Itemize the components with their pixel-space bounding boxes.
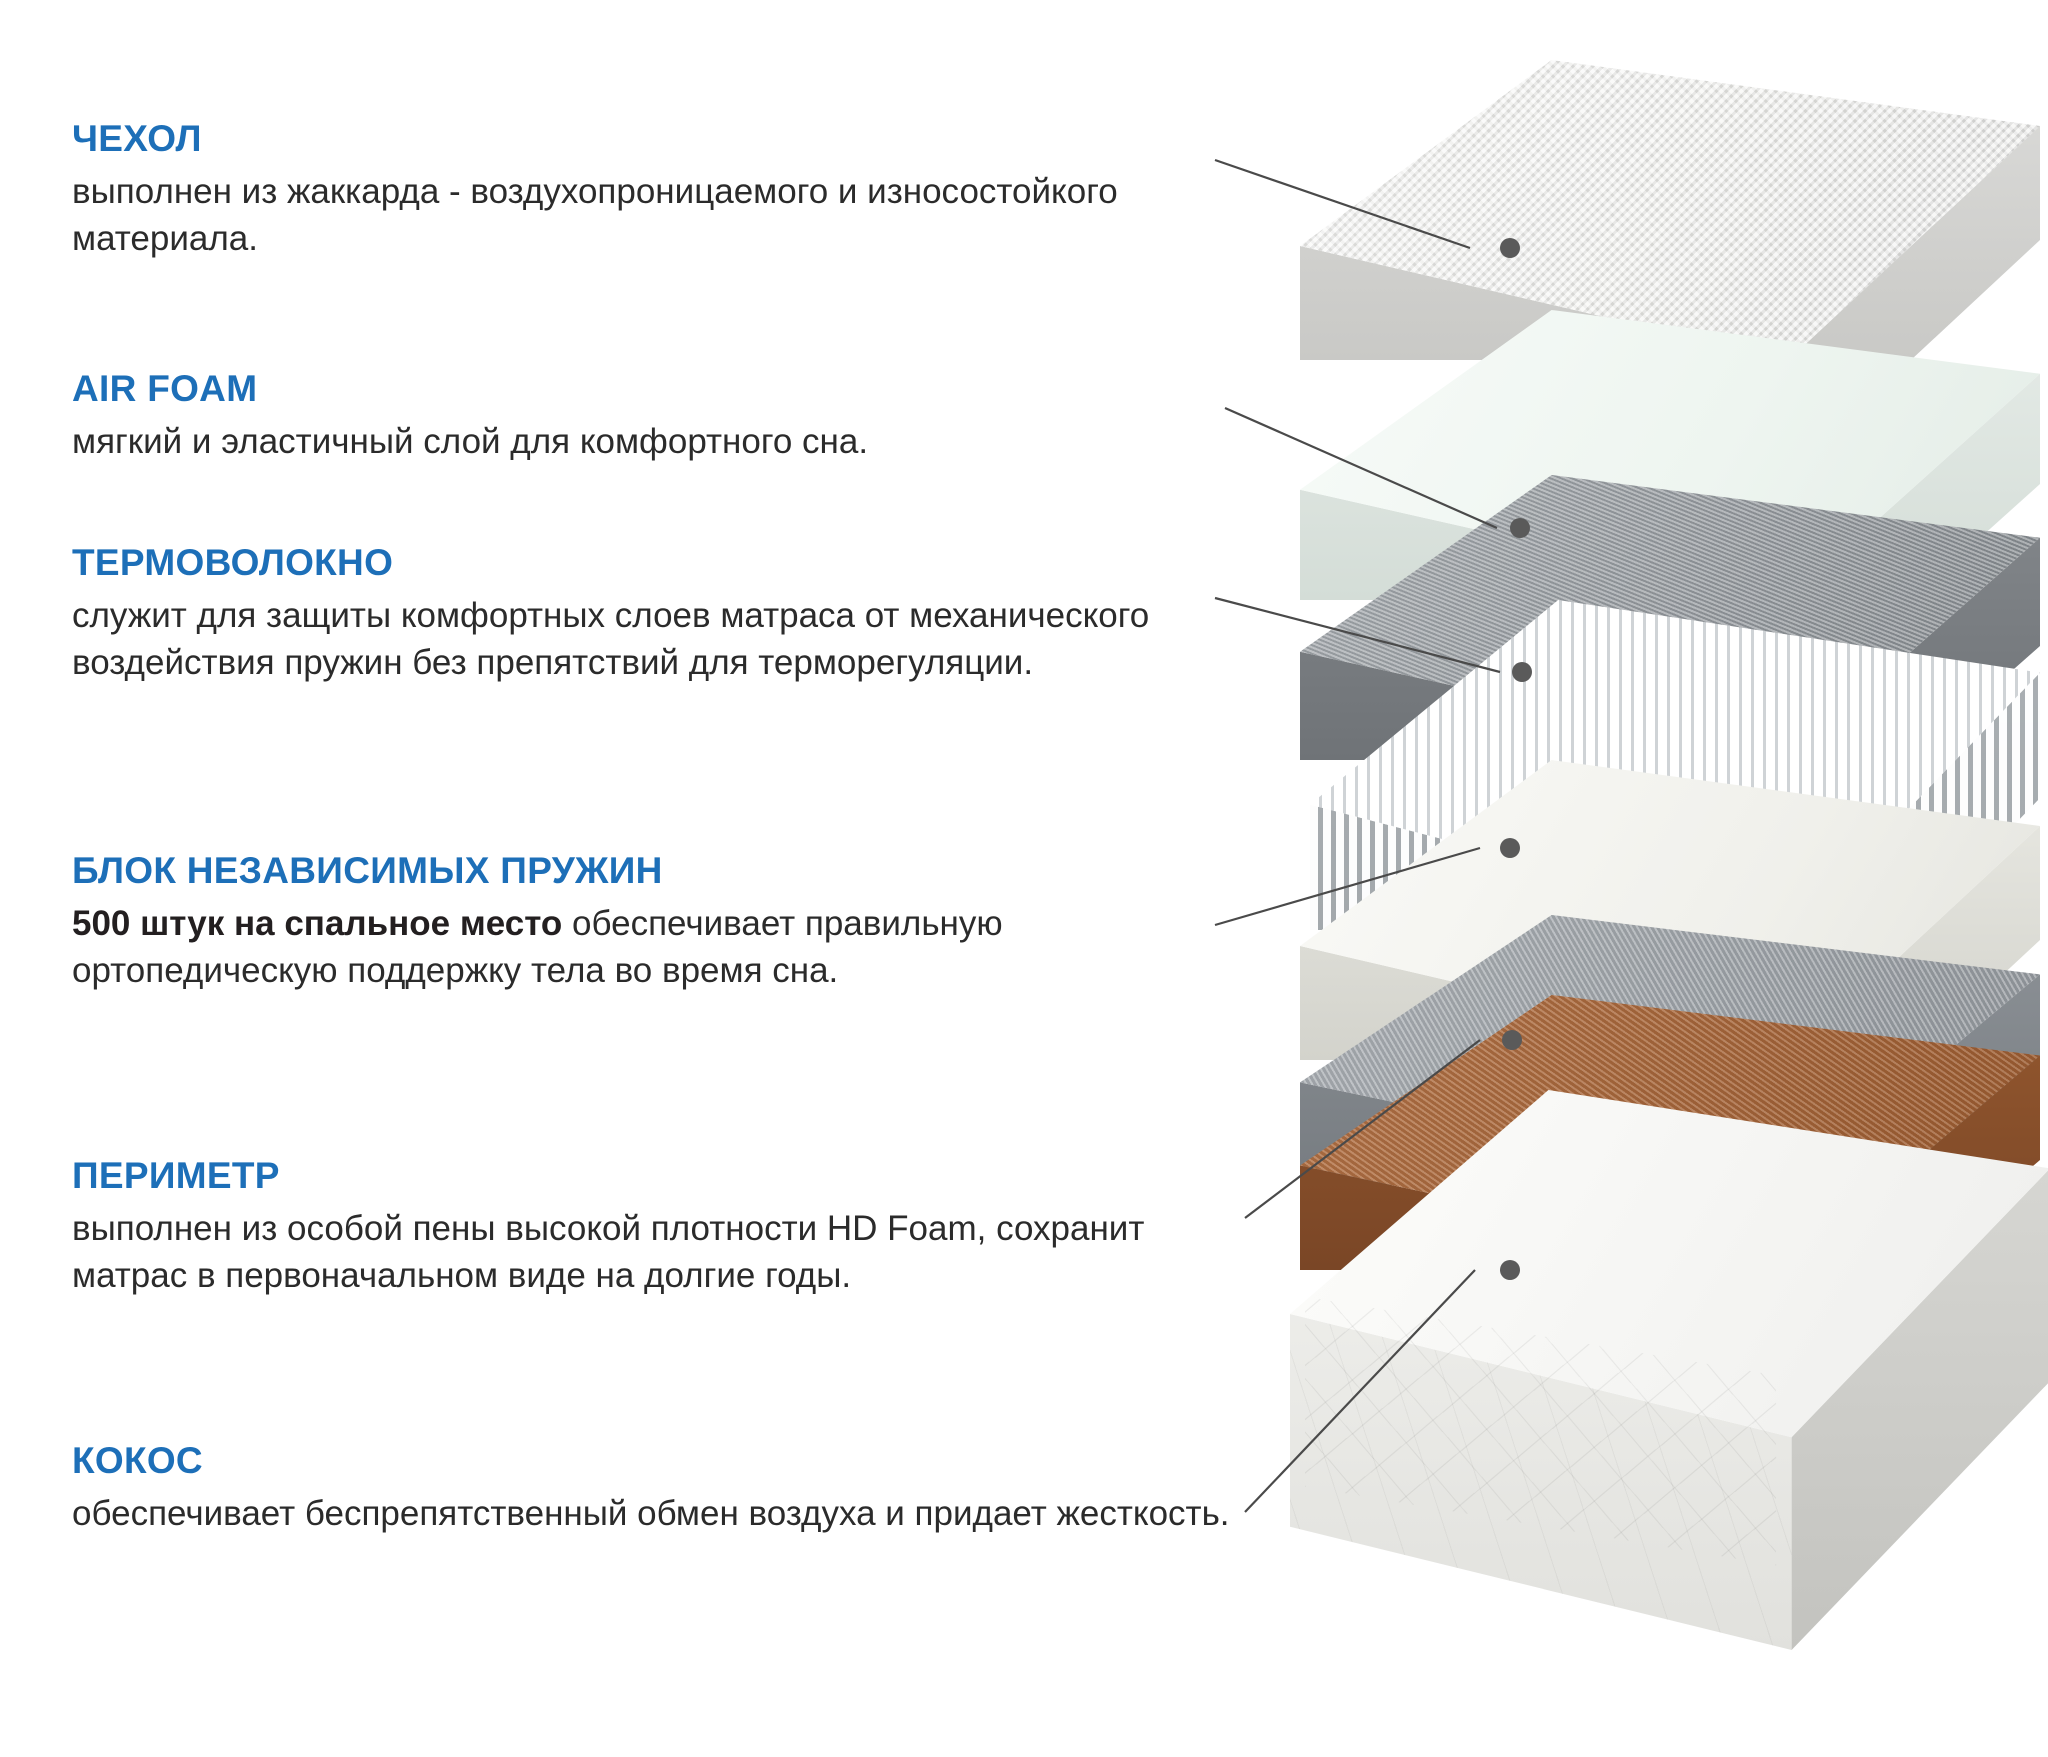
callout-thermo bbox=[72, 542, 1252, 686]
mattress-base bbox=[1290, 1090, 2048, 1650]
callout-body-coconut: обеспечивает беспрепятственный обмен воздуха и придает жесткость. bbox=[72, 1494, 1230, 1534]
callout-title-thermo: ТЕРМОВОЛОКНО bbox=[72, 542, 394, 583]
callout-title-coconut: КОКОС bbox=[72, 1440, 203, 1481]
mattress-illustration bbox=[1300, 60, 2048, 1700]
callout-body-cover: выполнен из жаккарда - воздухопроницаемого и износостойкого материала. bbox=[72, 172, 1118, 258]
callout-body-springs-rest: обеспечивает правильную ортопедическую поддержку тела во время сна. bbox=[72, 904, 1003, 990]
callout-body-springs-strong: 500 штук на спальное место bbox=[72, 904, 563, 944]
callout-title-springs: БЛОК НЕЗАВИСИМЫХ ПРУЖИН bbox=[72, 850, 663, 891]
callout-body-springs bbox=[72, 901, 1252, 993]
callout-body-perimeter: выполнен из особой пены высокой плотности HD Foam, сохранит матрас в первоначальном виде на долгие годы. bbox=[72, 1209, 1145, 1295]
callout-body-air-foam: мягкий и эластичный слой для комфортного сна. bbox=[72, 422, 869, 462]
callout-air-foam bbox=[72, 368, 868, 466]
callout-perimeter bbox=[72, 1155, 1252, 1299]
callout-title-cover: ЧЕХОЛ bbox=[72, 118, 202, 159]
callout-springs bbox=[72, 850, 1252, 994]
callout-body-thermo: служит для защиты комфортных слоев матраса от механического воздействия пружин без препятствий для терморегуляции. bbox=[72, 596, 1150, 682]
callout-title-perimeter: ПЕРИМЕТР bbox=[72, 1155, 280, 1196]
callout-cover bbox=[72, 118, 1252, 262]
callout-coconut bbox=[72, 1440, 1230, 1538]
callout-title-air-foam: AIR FOAM bbox=[72, 368, 258, 409]
